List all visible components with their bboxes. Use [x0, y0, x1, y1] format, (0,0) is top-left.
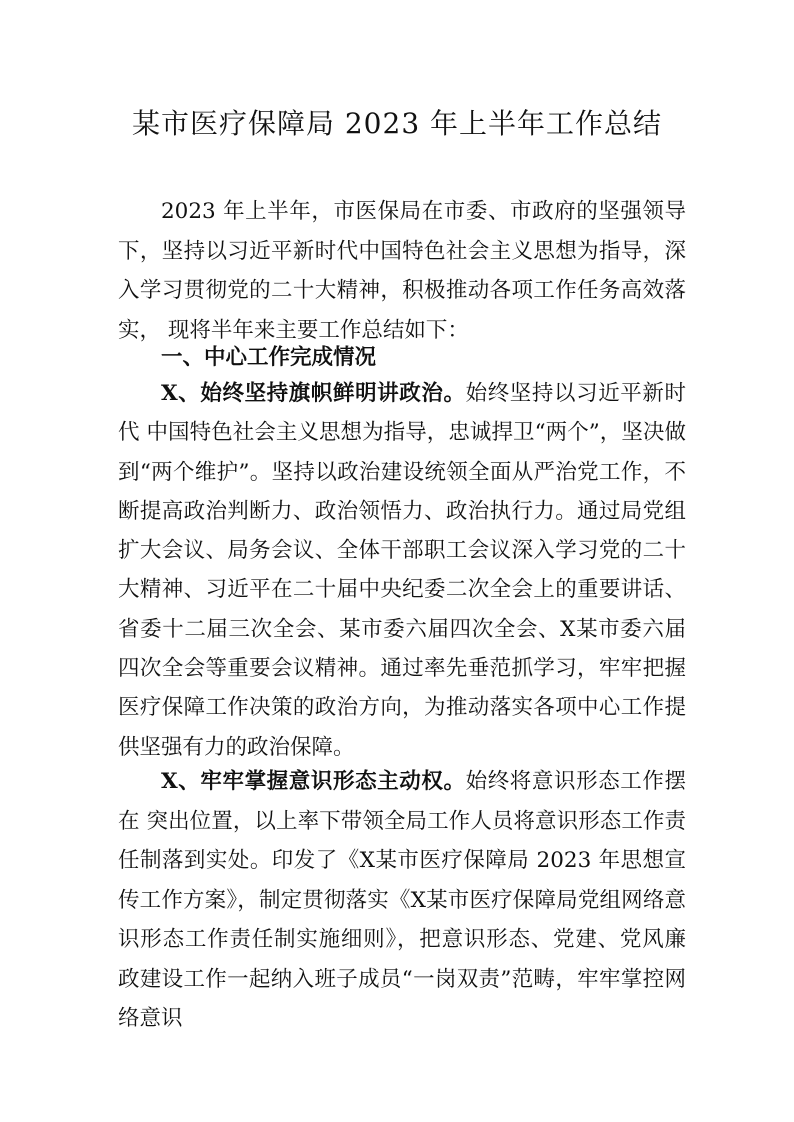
section-heading-1: 一、中心工作完成情况	[161, 345, 377, 370]
item-1-body: 始终坚持以习近平新时代 中国特色社会主义思想为指导，忠诚捍卫“两个”，坚决做到“两个维护”。坚持以政治建设统领全面从严治党工作，不断提高政治判断力、政治领悟力、政治执行力。通过局党组扩大会议、局务会议、全体干部职工会议深入学习党的二十大精神、习近平在二十届中央纪委二次全会上的重要讲话、省委十二届三次全会、某市委六届四次全会、X某市委六届四次全会等重要会议精神。通过率先垂范抓学习，牢牢把握医疗保障工作决策的政治方向，为推动落实各项中心工作提供坚强有力的政治保障。	[118, 381, 686, 760]
document-title: 某市医疗保障局 2023 年上半年工作总结	[131, 107, 663, 140]
paragraph-item-2	[118, 762, 686, 1039]
item-2-lead: X、牢牢掌握意识形态主动权。	[161, 769, 466, 794]
item-1-lead: X、始终坚持旗帜鲜明讲政治。	[161, 381, 466, 406]
item-2-body: 始终将意识形态工作摆在 突出位置，以上率下带领全局工作人员将意识形态工作责任制落到实处。印发了《X某市医疗保障局 2023 年思想宣传工作方案》，制定贯彻落实《X某市医疗保障局党组网络意识形态工作责任制实施细则》，把意识形态、党建、党风廉政建设工作一起纳入班子成员“一岗双责”范畴，牢牢掌控网络意识	[118, 769, 686, 1031]
paragraph-item-1	[118, 374, 686, 767]
intro-paragraph: 2023 年上半年，市医保局在市委、市政府的坚强领导下，坚持以习近平新时代中国特色社会主义思想为指导，深入学习贯彻党的二十大精神，积极推动各项工作任务高效落实， 现将半年来主要工作总结如下：	[118, 199, 686, 343]
